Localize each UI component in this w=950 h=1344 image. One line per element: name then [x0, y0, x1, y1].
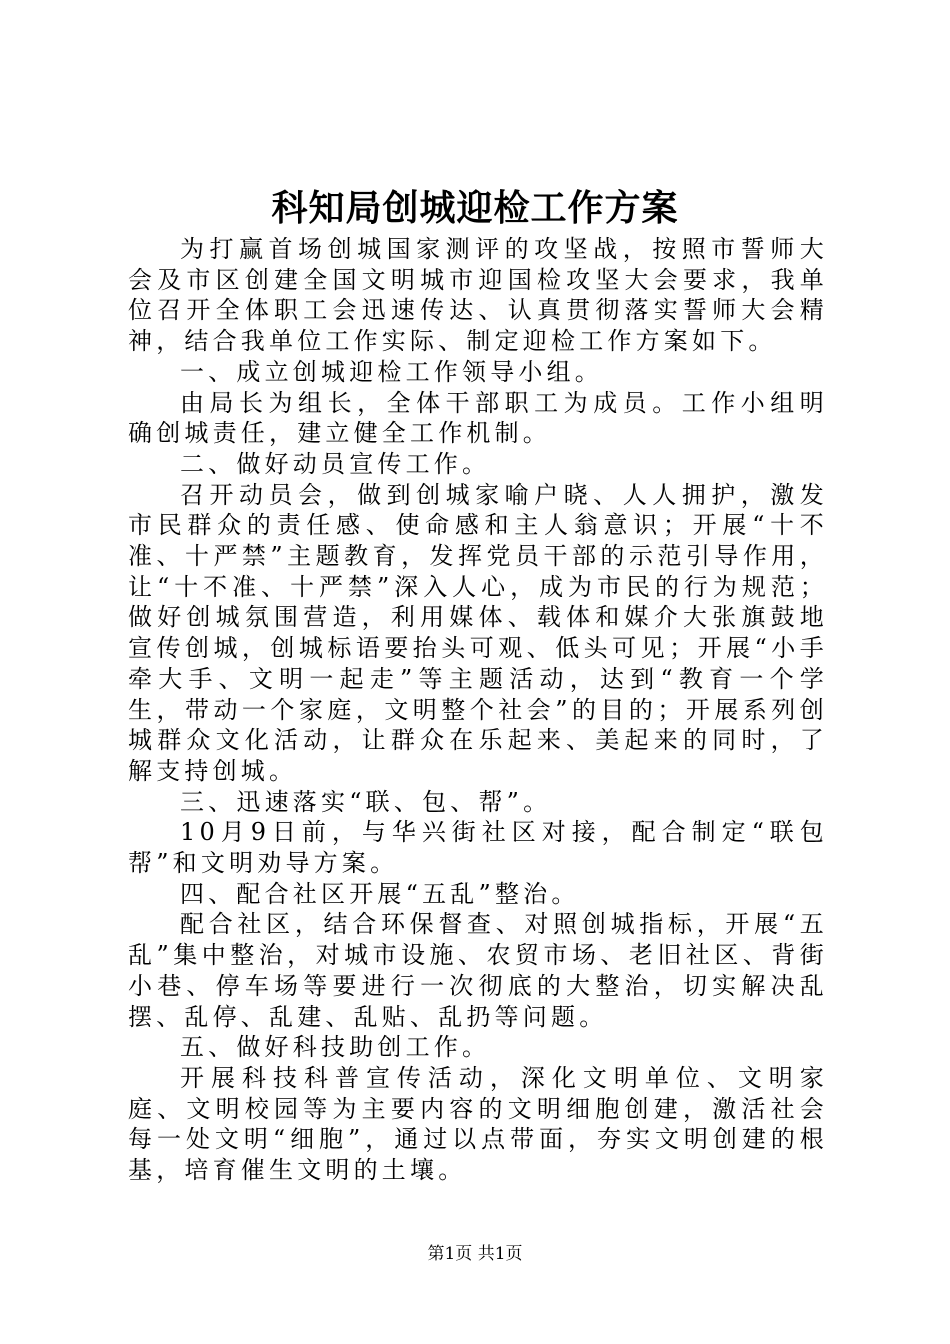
paragraph-section-4: 配合社区，结合环保督查、对照创城指标，开展“五乱”集中整治，对城市设施、农贸市场、老旧社区、背街小巷、停车场等要进行一次彻底的大整治，切实解决乱摆、乱停、乱建、乱贴、乱扔等问题。	[128, 910, 828, 1031]
document-title: 科知局创城迎检工作方案	[271, 187, 679, 229]
heading-section-5: 五、做好科技助创工作。	[180, 1033, 491, 1062]
paragraph-section-3: 10月9日前，与华兴街社区对接，配合制定“联包帮”和文明劝导方案。	[128, 818, 828, 878]
heading-section-3: 三、迅速落实“联、包、帮”。	[180, 787, 552, 816]
heading-section-4: 四、配合社区开展“五乱”整治。	[180, 879, 580, 908]
paragraph-section-1: 由局长为组长，全体干部职工为成员。工作小组明确创城责任，建立健全工作机制。	[128, 388, 828, 448]
paragraph-section-5: 开展科技科普宣传活动，深化文明单位、文明家庭、文明校园等为主要内容的文明细胞创建，激活社会每一处文明“细胞”，通过以点带面，夯实文明创建的根基，培育催生文明的土壤。	[128, 1063, 828, 1185]
heading-section-2: 二、做好动员宣传工作。	[180, 449, 491, 478]
paragraph-section-2: 召开动员会，做到创城家喻户晓、人人拥护，激发市民群众的责任感、使命感和主人翁意识；开展“十不准、十严禁”主题教育，发挥党员干部的示范引导作用，让“十不准、十严禁”深入人心，成为市民的行为规范；做好创城氛围营造，利用媒体、载体和媒介大张旗鼓地宣传创城，创城标语要抬头可观、低头可见；开展“小手牵大手、文明一起走”等主题活动，达到“教育一个学生，带动一个家庭，文明整个社会”的目的；开展系列创城群众文化活动，让群众在乐起来、美起来的同时，了解支持创城。	[128, 480, 828, 785]
page-footer: 第1页 共1页	[427, 1244, 523, 1264]
heading-section-1: 一、成立创城迎检工作领导小组。	[180, 357, 603, 386]
paragraph-intro: 为打赢首场创城国家测评的攻坚战，按照市誓师大会及市区创建全国文明城市迎国检攻坚大会要求，我单位召开全体职工会迅速传达、认真贯彻落实誓师大会精神，结合我单位工作实际、制定迎检工作方案如下。	[128, 235, 828, 356]
document-body	[128, 234, 828, 1186]
